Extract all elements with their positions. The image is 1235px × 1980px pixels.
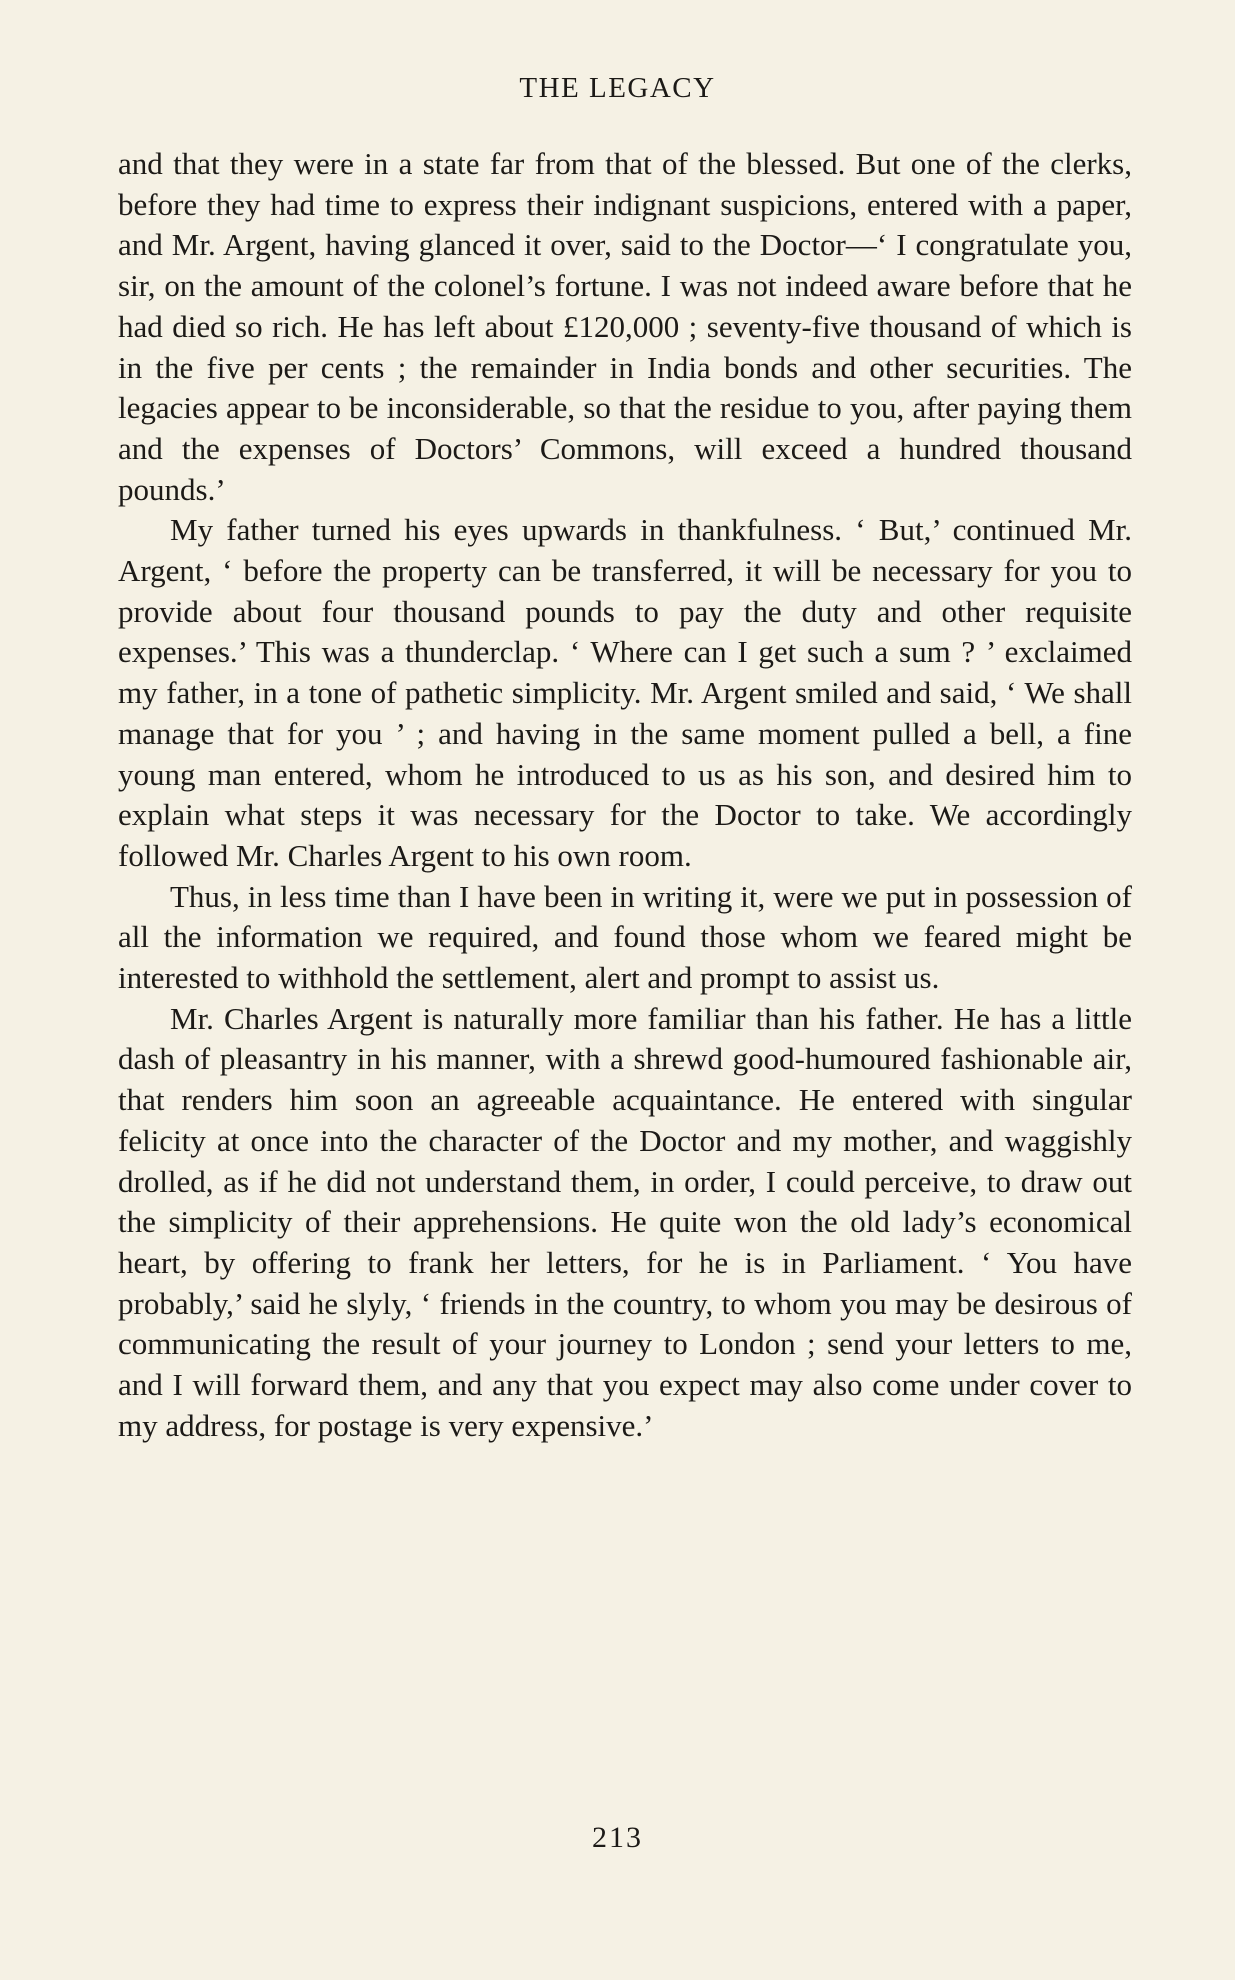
paragraph: My father turned his eyes upwards in thankfulness. ‘ But,’ continued Mr. Argent, ‘ before the property can be transferred, it will be necessary for you to provide about four thousand pounds to pay the duty and other requisite expenses.’ This was a thunderclap. ‘ Where can I get such a sum ? ’ exclaimed my father, in a tone of pathetic simplicity. Mr. Argent smiled and said, ‘ We shall manage that for you ’ ; and having in the same moment pulled a bell, a fine young man entered, whom he introduced to us as his son, and desired him to explain what steps it was necessary for the Doctor to take. We accordingly followed Mr. Charles Argent to his own room. — [118, 512, 1132, 873]
paragraph-continuation: and that they were in a state far from that of the blessed. But one of the clerks, before they had time to express their indignant suspicions, entered with a paper, and Mr. Argent, having glanced it over, said to the Doctor—‘ I congratulate you, sir, on the amount of the colonel’s fortune. I was not indeed aware before that he had died so rich. He has left about £120,000 ; seventy-five thousand of which is in the five per cents ; the remainder in India bonds and other securities. The legacies appear to be inconsiderable, so that the residue to you, after paying them and the expenses of Doctors’ Commons, will exceed a hundred thousand pounds.’ — [118, 146, 1132, 507]
page-number: 213 — [592, 1821, 643, 1854]
paragraph: Mr. Charles Argent is naturally more familiar than his father. He has a little dash of pleasantry in his manner, with a shrewd good-humoured fashionable air, that renders him soon an agreeable acquaintance. He entered with singular felicity at once into the character of the Doctor and my mother, and waggishly drolled, as if he did not understand them, in order, I could perceive, to draw out the simplicity of their apprehensions. He quite won the old lady’s economical heart, by offering to frank her letters, for he is in Parliament. ‘ You have probably,’ said he slyly, ‘ friends in the country, to whom you may be desirous of communicating the result of your journey to London ; send your letters to me, and I will forward them, and any that you expect may also come under cover to my address, for postage is very expensive.’ — [118, 1000, 1132, 1443]
running-head-title: THE LEGACY — [519, 72, 716, 104]
paragraph: Thus, in less time than I have been in writing it, were we put in possession of all the information we required, and found those whom we feared might be interested to withhold the settlement, alert and prompt to assist us. — [118, 878, 1132, 996]
body-text — [118, 144, 1132, 1447]
